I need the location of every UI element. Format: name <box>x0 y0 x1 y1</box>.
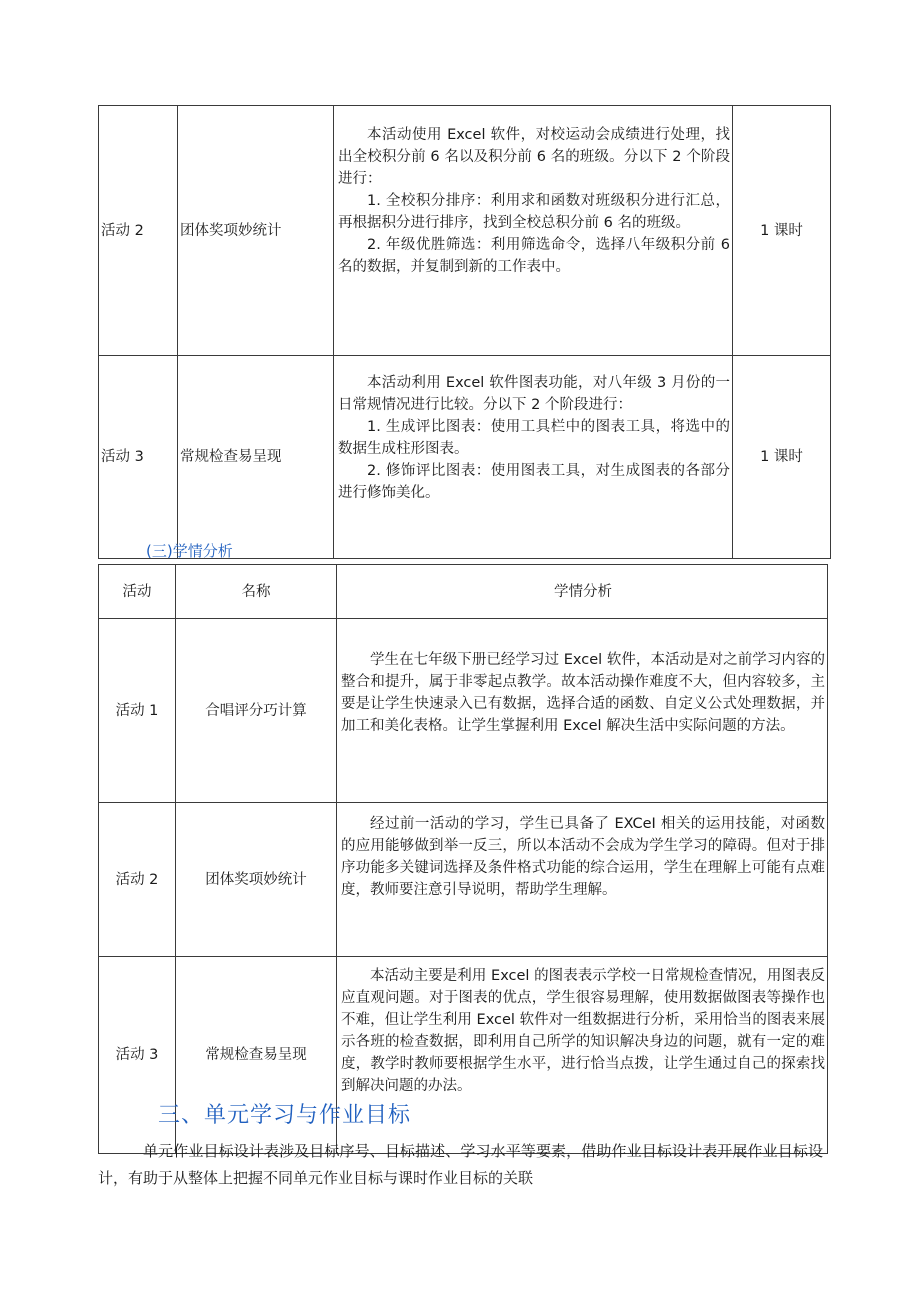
table-header-row <box>99 565 828 619</box>
name-cell: 常规检查易呈现 <box>178 356 334 559</box>
activity-cell: 活动 1 <box>99 619 176 803</box>
description-paragraph: 本活动利用 Excel 软件图表功能，对八年级 3 月份的一日常规情况进行比较。分以下 2 个阶段进行： <box>338 375 730 413</box>
column-header: 活动 <box>99 565 176 619</box>
analysis-table <box>98 564 828 1154</box>
description-cell <box>334 356 733 559</box>
description-paragraph: 1. 生成评比图表：使用工具栏中的图表工具，将选中的数据生成柱形图表。 <box>338 419 730 457</box>
name-cell: 团体奖项妙统计 <box>176 803 337 957</box>
description-paragraph: 2. 修饰评比图表：使用图表工具，对生成图表的各部分进行修饰美化。 <box>338 463 730 501</box>
table-row <box>99 106 831 356</box>
table-row <box>99 356 831 559</box>
hours-cell: 1 课时 <box>733 106 831 356</box>
activity-cell: 活动 2 <box>99 106 178 356</box>
activity-cell: 活动 3 <box>99 356 178 559</box>
table-row <box>99 803 828 957</box>
analysis-cell <box>337 619 828 803</box>
description-paragraph: 1. 全校积分排序：利用求和函数对班级积分进行汇总，再根据积分进行排序，找到全校总积分前 6 名的班级。 <box>338 193 730 231</box>
activity-cell: 活动 2 <box>99 803 176 957</box>
body-paragraph: 单元作业目标设计表涉及目标序号、目标描述、学习水平等要素，借助作业目标设计表开展作业目标设计，有助于从整体上把握不同单元作业目标与课时作业目标的关联 <box>98 1142 823 1187</box>
column-header: 名称 <box>176 565 337 619</box>
table-row <box>99 619 828 803</box>
activity-cell: 活动 3 <box>99 957 176 1154</box>
name-cell: 合唱评分巧计算 <box>176 619 337 803</box>
section-heading: 三、单元学习与作业目标 <box>158 1103 412 1128</box>
analysis-text: 学生在七年级下册已经学习过 Excel 软件，本活动是对之前学习内容的整合和提升，属于非零起点教学。故本活动操作难度不大，但内容较多，主要是让学生快速录入已有数据，选择合适的函数、自定义公式处理数据，并加工和美化表格。让学生掌握利用 Excel 解决生活中实际问题的方法。 <box>341 652 825 734</box>
analysis-text: 本活动主要是利用 Excel 的图表表示学校一日常规检查情况，用图表反应直观问题。对于图表的优点，学生很容易理解，使用数据做图表等操作也不难，但让学生利用 Excel 软件对一组数据进行分析，采用恰当的图表来展示各班的检查数据，即利用自己所学的知识解决身边的问题，就有一定的难度，教学时教师要根据学生水平，进行恰当点拨，让学生通过自己的探索找到解决问题的办法。 <box>341 968 825 1094</box>
hours-cell: 1 课时 <box>733 356 831 559</box>
analysis-text: 经过前一活动的学习，学生已具备了 EXCeI 相关的运用技能，对函数的应用能够做到举一反三，所以本活动不会成为学生学习的障碍。但对于排序功能多关键词选择及条件格式功能的综合运用，学生在理解上可能有点难度，教师要注意引导说明，帮助学生理解。 <box>341 816 825 898</box>
analysis-cell <box>337 803 828 957</box>
description-paragraph: 本活动使用 Excel 软件，对校运动会成绩进行处理，找出全校积分前 6 名以及积分前 6 名的班级。分以下 2 个阶段进行： <box>338 127 730 187</box>
column-header: 学情分析 <box>337 565 828 619</box>
description-paragraph: 2. 年级优胜筛选：利用筛选命令，选择八年级积分前 6 名的数据，并复制到新的工作表中。 <box>338 237 730 275</box>
description-cell <box>334 106 733 356</box>
name-cell: 团体奖项妙统计 <box>178 106 334 356</box>
activity-table <box>98 105 831 559</box>
section-title: (三)学情分析 <box>146 542 233 560</box>
name-cell: 常规检查易呈现 <box>176 957 337 1154</box>
